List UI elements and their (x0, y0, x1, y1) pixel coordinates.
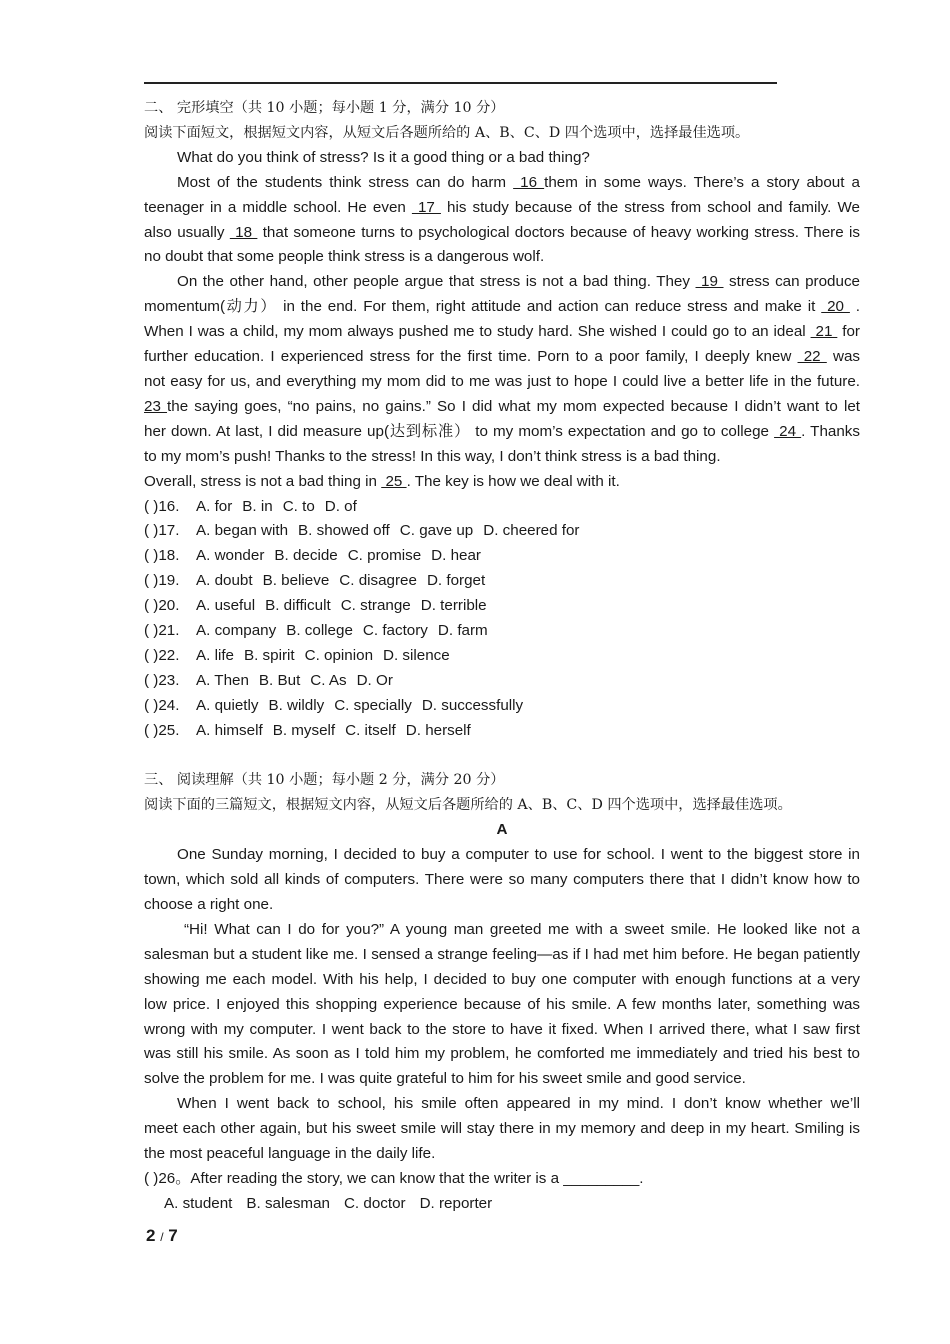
question-row (144, 544, 860, 569)
passage-line: Overall, stress is not a bad thing in 25 . The key is how we deal with it. (144, 472, 620, 490)
answer-option[interactable]: C. opinion (304, 646, 374, 664)
question-26-options (144, 1192, 860, 1217)
answer-option[interactable]: A. himself (196, 721, 263, 739)
blank-20[interactable]: 20 (821, 298, 850, 316)
answer-option[interactable]: B. believe (262, 572, 330, 590)
blank-17[interactable]: 17 (411, 198, 441, 216)
passage-label: A (496, 821, 508, 839)
page-number (146, 1226, 178, 1246)
passage-line: wrong with my computer. I went back to the store to have it fixed. When I arrived there, what I saw first (144, 1020, 860, 1038)
answer-option[interactable]: B. college (286, 622, 353, 640)
passage-line: meet each other again, but his sweet smile will stay there in my memory and deep in my heart. Smiling is (144, 1120, 860, 1138)
question-number: ( )23. (144, 671, 180, 689)
blank-22[interactable]: 22 (797, 348, 827, 366)
question-number: ( )21. (144, 622, 180, 640)
passage-line: the most peaceful language in the daily life. (144, 1145, 436, 1163)
option-c[interactable]: C. doctor (343, 1194, 406, 1212)
question-row (144, 594, 860, 619)
spacer (144, 744, 860, 769)
blank-24[interactable]: 24 (774, 422, 802, 440)
question-row (144, 694, 860, 719)
answer-option[interactable]: B. wildly (268, 696, 325, 714)
section-heading: 三、 阅读理解（共 10 小题；每小题 2 分，满分 20 分） (144, 772, 505, 789)
cloze-questions (144, 495, 860, 744)
page-current: 2 (146, 1226, 156, 1245)
section-instruction: 阅读下面的三篇短文，根据短文内容，从短文后各题所给的 A、B、C、D 四个选项中，选择最佳选项。 (144, 797, 792, 814)
answer-option[interactable]: C. disagree (339, 572, 417, 590)
question-row (144, 569, 860, 594)
passage-line: Most of the students think stress can do harm 16 them in some ways. There’s a story about a (177, 173, 860, 191)
passage-line: “Hi! What can I do for you?” A young man greeted me with a sweet smile. He looked like not a (184, 920, 860, 938)
passage-line: On the other hand, other people argue that stress is not a bad thing. They 19 stress can produce (177, 273, 860, 291)
cloze-passage (144, 146, 860, 495)
passage-line: teenager in a middle school. He even 17 his study because of the stress from school and family. We (144, 198, 860, 216)
option-a[interactable]: A. student (164, 1194, 233, 1212)
answer-option[interactable]: B. spirit (243, 646, 295, 664)
answer-option[interactable]: C. to (282, 497, 315, 515)
passage-line: When I was a child, my mom always pushed me to study hard. She wished I could go to an ideal 21 for (144, 323, 860, 341)
question-row (144, 519, 860, 544)
answer-option[interactable]: A. wonder (196, 547, 265, 565)
question-row (144, 495, 860, 520)
answer-option[interactable]: D. successfully (421, 696, 524, 714)
answer-option[interactable]: D. farm (437, 622, 488, 640)
passage-line: salesman but a student like me. I sensed a strange feeling—as if I had met him before. He began patiently (144, 945, 860, 963)
answer-option[interactable]: C. itself (345, 721, 396, 739)
answer-option[interactable]: A. for (196, 497, 233, 515)
blank-25[interactable]: 25 (381, 472, 407, 490)
answer-option[interactable]: A. life (196, 646, 234, 664)
answer-option[interactable]: B. showed off (298, 522, 390, 540)
question-number: ( )25. (144, 721, 180, 739)
page-total: 7 (168, 1226, 178, 1245)
passage-line: also usually 18 that someone turns to psychological doctors because of heavy working stress. There is (144, 223, 860, 241)
answer-option[interactable]: C. strange (340, 597, 411, 615)
passage-line: further education. I experienced stress for the first time. Porn to a poor family, I deeply knew 22 was (144, 348, 860, 366)
passage-line: When I went back to school, his smile often appeared in my mind. I don’t know whether we’ll (177, 1095, 860, 1113)
blank-21[interactable]: 21 (810, 323, 838, 341)
reading-passage (144, 843, 860, 1167)
answer-option[interactable]: A. quietly (196, 696, 259, 714)
answer-option[interactable]: C. As (310, 671, 347, 689)
answer-option[interactable]: D. of (324, 497, 357, 515)
passage-line: momentum(动力） in the end. For them, right attitude and action can reduce stress and make it 20 . (144, 298, 860, 316)
passage-line: low price. I enjoyed this shopping experience because of his smile. A few months later, something was (144, 995, 860, 1013)
section-heading: 二、 完形填空（共 10 小题；每小题 1 分，满分 10 分） (144, 100, 505, 116)
answer-option[interactable]: C. specially (334, 696, 412, 714)
answer-option[interactable]: C. gave up (399, 522, 474, 540)
blank-23[interactable]: 23 (144, 397, 168, 415)
answer-option[interactable]: B. difficult (265, 597, 331, 615)
passage-line: her down. At last, I did measure up(达到标准） to my mom’s expectation and go to college 24 . Thanks (144, 422, 860, 440)
page-separator: / (160, 1230, 164, 1244)
question-number: ( )16. (144, 497, 180, 515)
question-row (144, 619, 860, 644)
passage-line: to my mom’s push! Thanks to the stress! In this way, I don’t think stress is a bad thing. (144, 447, 721, 465)
answer-option[interactable]: B. myself (272, 721, 336, 739)
exam-page (144, 96, 860, 1217)
answer-option[interactable]: B. in (242, 497, 273, 515)
question-number: ( )19. (144, 572, 180, 590)
answer-option[interactable]: A. began with (196, 522, 289, 540)
question-row (144, 669, 860, 694)
answer-option[interactable]: C. promise (347, 547, 422, 565)
passage-line: no doubt that some people think stress is a dangerous wolf. (144, 248, 545, 266)
answer-option[interactable]: A. useful (196, 597, 256, 615)
question-number: ( )24. (144, 696, 180, 714)
passage-line: 23 the saying goes, “no pains, no gains.” So I did what my mom expected because I didn’t want to let (144, 397, 860, 415)
passage-line: was still his smile. As soon as I told him my problem, he comforted me immediately and tried his best to (144, 1045, 860, 1063)
question-number: ( )22. (144, 646, 180, 664)
passage-line: What do you think of stress? Is it a good thing or a bad thing? (177, 148, 590, 166)
option-d[interactable]: D. reporter (419, 1194, 493, 1212)
answer-option[interactable]: A. company (196, 622, 277, 640)
answer-option[interactable]: D. forget (426, 572, 486, 590)
answer-option[interactable]: A. Then (196, 671, 249, 689)
question-number: ( )18. (144, 547, 180, 565)
answer-option[interactable]: A. doubt (196, 572, 253, 590)
question-row (144, 719, 860, 744)
passage-line: choose a right one. (144, 895, 274, 913)
question-26-stem: ( )26。After reading the story, we can know that the writer is a _________. (144, 1169, 644, 1187)
answer-option[interactable]: D. herself (405, 721, 471, 739)
option-b[interactable]: B. salesman (246, 1194, 330, 1212)
answer-option[interactable]: C. factory (362, 622, 428, 640)
blank-19[interactable]: 19 (695, 273, 724, 291)
blank-16[interactable]: 16 (513, 173, 545, 191)
passage-line: town, which sold all kinds of computers. There were so many computers there that I didn’t know how to (144, 871, 860, 889)
passage-line: solve the problem for me. I was quite grateful to him for his sweet smile and good service. (144, 1070, 746, 1088)
header-rule (144, 82, 777, 84)
section-instruction: 阅读下面短文，根据短文内容，从短文后各题所给的 A、B、C、D 四个选项中，选择最佳选项。 (144, 124, 750, 141)
question-number: ( )20. (144, 597, 180, 615)
answer-option[interactable]: D. terrible (420, 597, 487, 615)
question-number: ( )17. (144, 522, 180, 540)
question-row (144, 644, 860, 669)
answer-option[interactable]: D. hear (431, 547, 481, 565)
answer-option[interactable]: B. decide (274, 547, 338, 565)
answer-option[interactable]: D. Or (356, 671, 393, 689)
passage-line: not easy for us, and everything my mom did to me was just to hope I could live a better life in the future. (144, 372, 860, 390)
passage-line: One Sunday morning, I decided to buy a computer to use for school. I went to the biggest store in (177, 846, 860, 864)
blank-18[interactable]: 18 (229, 223, 258, 241)
passage-line: showing me each model. With his help, I decided to buy one computer with enough functions at a very (144, 970, 860, 988)
answer-option[interactable]: D. cheered for (483, 522, 580, 540)
answer-option[interactable]: B. But (258, 671, 301, 689)
answer-option[interactable]: D. silence (383, 646, 450, 664)
